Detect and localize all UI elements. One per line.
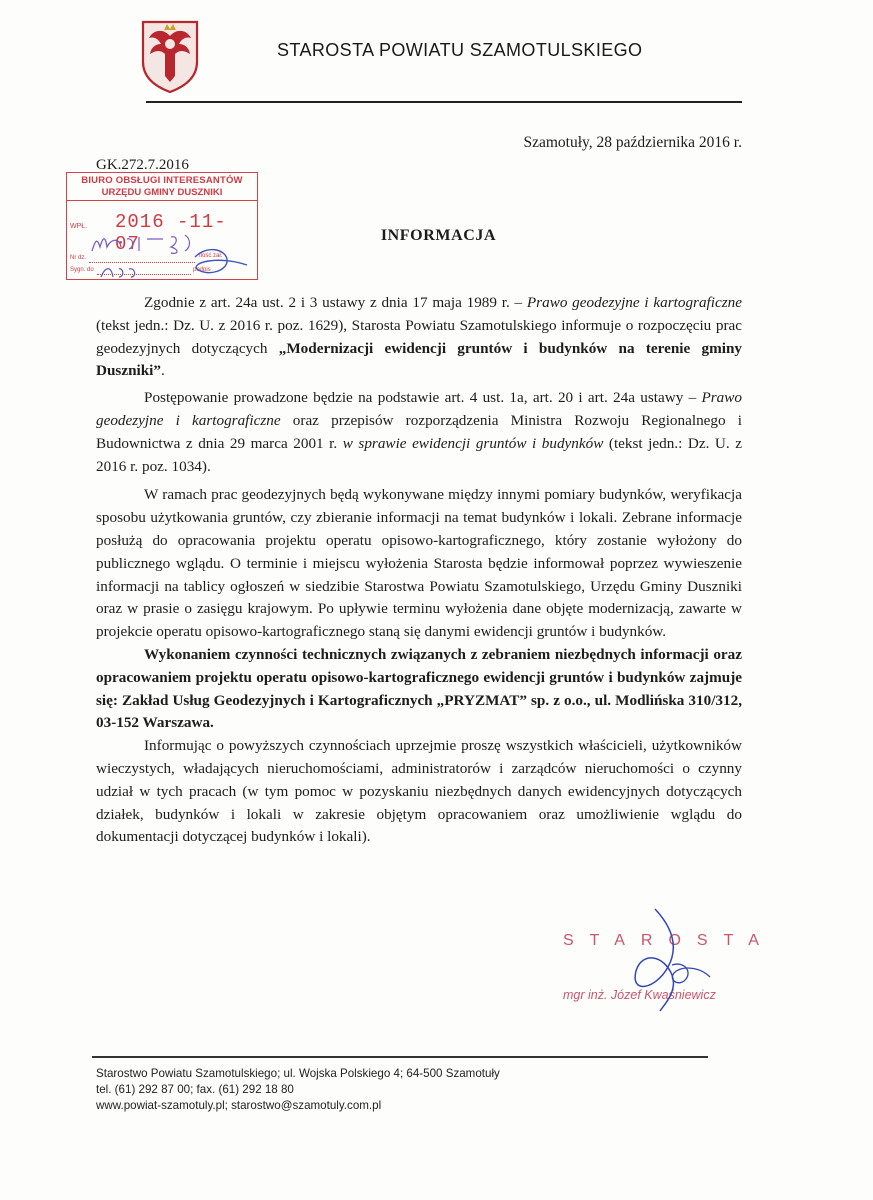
- header-title: STAROSTA POWIATU SZAMOTULSKIEGO: [277, 40, 643, 60]
- reference-number: GK.272.7.2016: [96, 157, 189, 173]
- footer-contact: [96, 1066, 500, 1115]
- stamp-received-label: WPŁ.: [70, 223, 88, 230]
- paragraph-5: Informując o powyższych czynnościach uprzejmie proszę wszystkich właścicieli, użytkowników wieczystych, władających nieruchomościami, administratorów i zarządców nieruchomości o czynny udział w tych pracach (w tym pomoc w pozyskaniu niezbędnych danych ewidencyjnych dotyczących działek, budynków i lokali w zakresie objętym opracowaniem oraz umożliwienie wglądu do dokumentacji dotyczącej budynków i lokali).: [96, 737, 742, 846]
- footer-address: Starostwo Powiatu Szamotulskiego; ul. Wojska Polskiego 4; 64-500 Szamotuły: [96, 1067, 500, 1080]
- stamp-office-name: BIURO OBSŁUGI INTERESANTÓW: [81, 175, 243, 186]
- paragraph-4: Wykonaniem czynności technicznych związanych z zebraniem niezbędnych informacji oraz opracowaniem projektu operatu opisowo-kartograficznego ewidencji gruntów i budynków zajmuje się: Zakład Usług Geodezyjnych i Kartograficznych „PRYZMAT” sp. z o.o., ul. Modlińska 310/312, 03-152 Warszawa.: [96, 645, 742, 732]
- footer-divider: [92, 1056, 708, 1058]
- footer-phone: tel. (61) 292 87 00; fax. (61) 292 18 80: [96, 1083, 294, 1097]
- stamp-label-signature: podpis: [193, 267, 211, 273]
- stamp-label-attachments: Ilość zał.: [199, 253, 223, 259]
- signature-name: mgr inż. Józef Kwaśniewicz: [563, 988, 716, 1002]
- document-title: INFORMACJA: [380, 227, 497, 244]
- signature-role: STAROSTA: [563, 932, 775, 949]
- incoming-stamp: [66, 172, 258, 280]
- handwritten-signature: [560, 905, 760, 1015]
- footer-web-email: www.powiat-szamotuly.pl; starostwo@szamotuly.com.pl: [96, 1099, 382, 1113]
- coat-of-arms-icon: [141, 20, 199, 94]
- stamp-office-sub: URZĘDU GMINY DUSZNIKI: [101, 187, 223, 198]
- stamp-label-number: Nr dz.: [70, 255, 87, 261]
- paragraph-1: Zgodnie z art. 24a ust. 2 i 3 ustawy z dnia 17 maja 1989 r. – Prawo geodezyjne i kartograficzne (tekst jedn.: Dz. U. z 2016 r. poz. 1629), Starosta Powiatu Szamotulskiego informuje o rozpoczęciu prac geodezyjnych dotyczących „Modernizacji ewidencji gruntów i budynków na terenie gminy Duszniki”.: [96, 294, 742, 380]
- paragraph-3: W ramach prac geodezyjnych będą wykonywane między innymi pomiary budynków, weryfikacja sposobu użytkowania gruntów, czy zbieranie informacji na temat budynków i lokali. Zebrane informacje posłużą do opracowania projektu operatu opisowo-kartograficznego, który zostanie wyłożony do publicznego wglądu. O terminie i miejscu wyłożenia Starosta będzie informował poprzez wywieszenie informacji na tablicy ogłoszeń w siedzibie Starostwa Powiatu Szamotulskiego, Urzędu Gminy Duszniki oraz w prasie o zasięgu krajowym. Po upływie terminu wyłożenia dane objęte modernizacją, zawarte w projekcie operatu opisowo-kartograficznego staną się danymi ewidencji gruntów i budynków.: [96, 486, 742, 641]
- stamp-label-sign: Sygn. do: [70, 267, 94, 273]
- stamp-handwriting-scribble: [67, 173, 257, 279]
- stamp-date: 2016 -11- 07: [115, 211, 227, 255]
- letter-body: [96, 292, 742, 849]
- header-divider: [146, 101, 742, 103]
- place-date: Szamotuły, 28 października 2016 r.: [523, 134, 742, 151]
- paragraph-2: Postępowanie prowadzone będzie na podstawie art. 4 ust. 1a, art. 20 i art. 24a ustawy – Prawo geodezyjne i kartograficzne oraz przepisów rozporządzenia Ministra Rozwoju Regionalnego i Budownictwa z dnia 29 marca 2001 r. w sprawie ewidencji gruntów i budynków (tekst jedn.: Dz. U. z 2016 r. poz. 1034).: [96, 389, 742, 475]
